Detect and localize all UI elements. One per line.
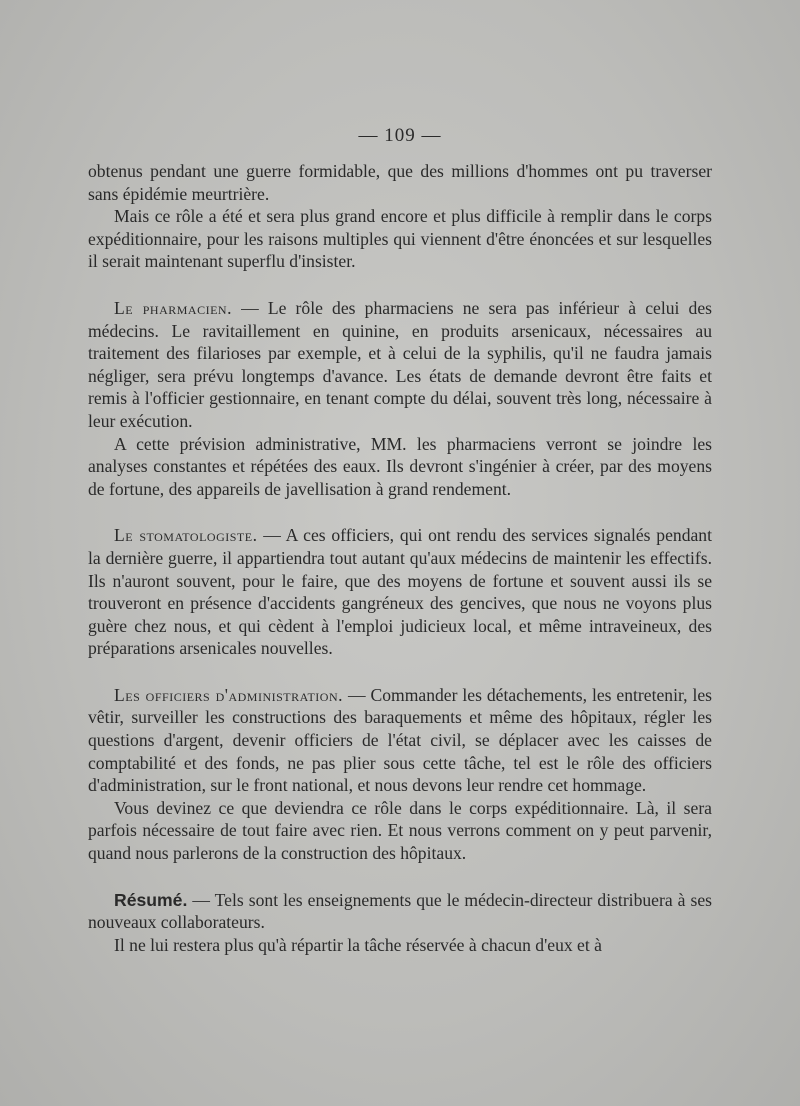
paragraph-analyses: A cette prévision administrative, MM. les pharmaciens verront se joindre les analyses constantes et répétées des eaux. Ils devront s'ingénier à créer, par des moyens de fortune, des appareils de javellisation à grand rendement. [88, 433, 712, 499]
section-body-resume: — Tels sont les enseignements que le médecin-directeur distribuera à ses nouveaux collaborateurs. [88, 889, 712, 933]
paragraph-continued: obtenus pendant une guerre formidable, que des millions d'hommes ont pu traverser sans épidémie meurtrière. [88, 161, 712, 204]
page-number: — 109 — [358, 125, 442, 146]
paragraph-final: Il ne lui restera plus qu'à répartir la tâche réservée à chacun d'eux et à [114, 934, 602, 955]
section-pharmacien [88, 297, 712, 433]
section-lead-stomatologiste: Le stomatologiste. [114, 525, 258, 546]
section-body-stomatologiste: — A ces officiers, qui ont rendu des services signalés pendant la dernière guerre, il appartiendra tout autant qu'aux médecins de maintenir les effectifs. Ils n'auront souvent, pour le faire, que des moyens de fortune et souvent aussi ils se trouveront en présence d'accidents gangréneux des gencives, que nous ne voyons plus guère chez nous, et qui cèdent à l'emploi judicieux local, et même intraveineux, des préparations arsenicales nouvelles. [88, 525, 712, 659]
section-body-pharmacien: — Le rôle des pharmaciens ne sera pas inférieur à celui des médecins. Le ravitaillement en quinine, en produits arsenicaux, nécessaires au traitement des filarioses par exemple, et à celui de la syphilis, qu'il ne faudra jamais négliger, sera prévu longtemps d'avance. Les états de demande devront être faits et remis à l'officier gestionnaire, en tenant compte du délai, souvent très long, nécessaire à leur exécution. [88, 297, 712, 431]
section-lead-resume: Résumé. [114, 889, 188, 910]
section-lead-officiers: Les officiers d'administration. [114, 684, 344, 705]
paragraph-role: Mais ce rôle a été et sera plus grand encore et plus difficile à remplir dans le corps expéditionnaire, pour les raisons multiples qui viennent d'être énoncées et sur lesquelles il serait maintenant superflu d'insister. [88, 206, 712, 272]
paragraph-corps: Vous devinez ce que deviendra ce rôle dans le corps expéditionnaire. Là, il sera parfois nécessaire de tout faire avec rien. Et nous verrons comment on y peut parvenir, quand nous parlerons de la construction des hôpitaux. [88, 797, 712, 864]
body-text [88, 160, 712, 956]
section-stomatologiste [88, 524, 712, 660]
section-resume [88, 889, 712, 934]
section-body-officiers: — Commander les détachements, les entretenir, les vêtir, surveiller les constructions des baraquements et même des hôpitaux, régler les questions d'argent, devenir officiers de l'état civil, se déplacer avec les caisses de comptabilité et des fonds, ne pas plier sous cette tâche, tel est le rôle des officiers d'administration, sur le front national, et nous devons leur rendre cet hommage. [88, 684, 712, 796]
section-lead-pharmacien: Le pharmacien. [114, 297, 232, 318]
section-officiers [88, 684, 712, 797]
